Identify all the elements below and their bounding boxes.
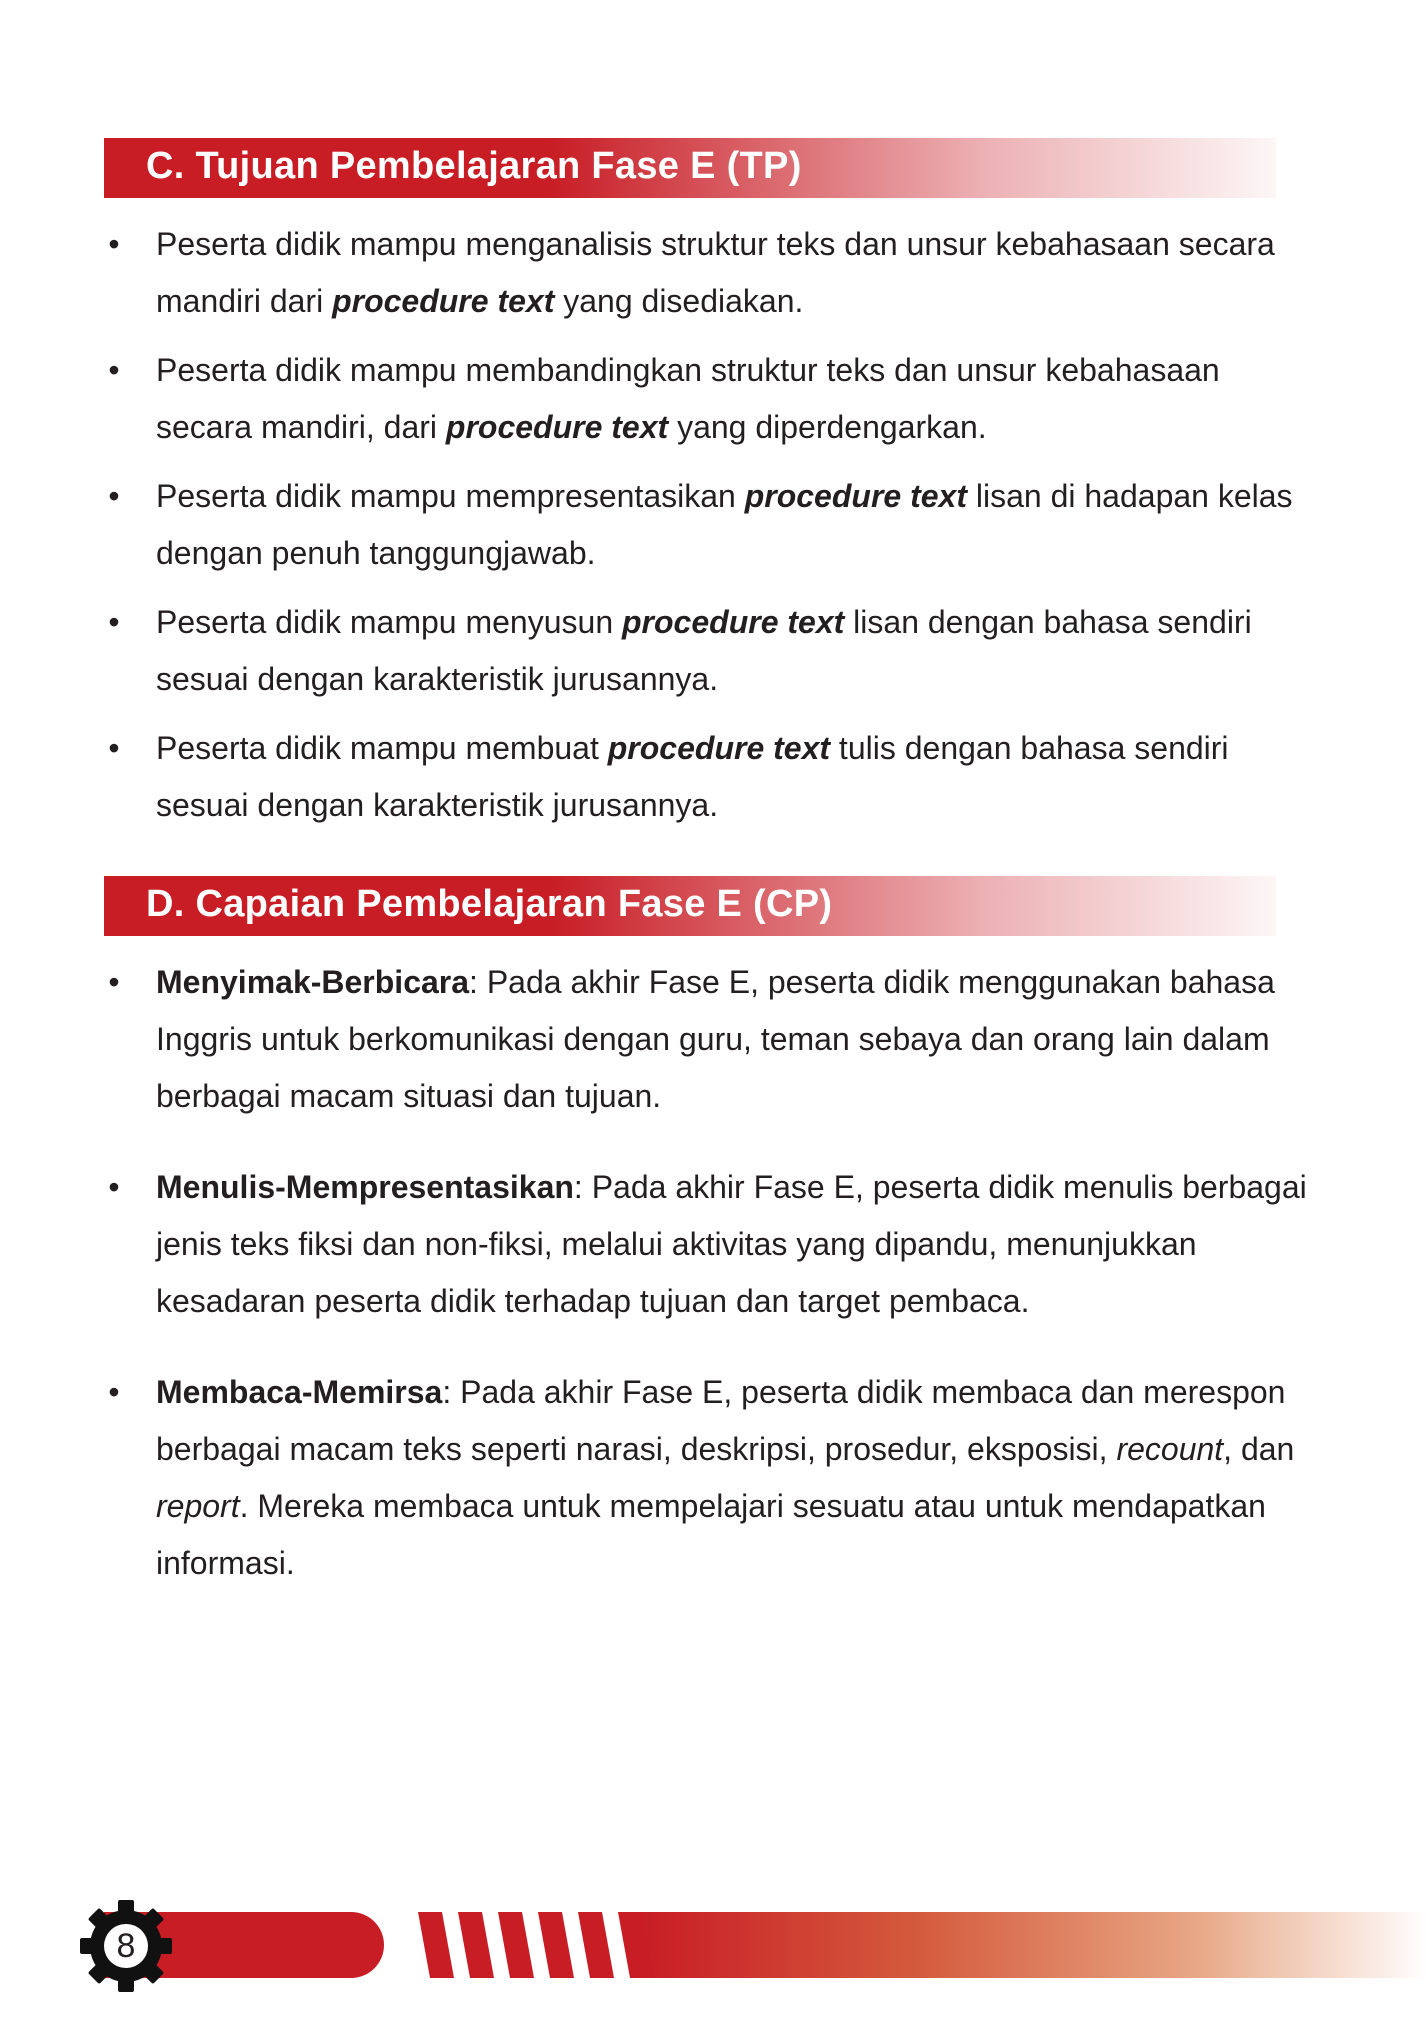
list-item: • Menyimak-Berbicara: Pada akhir Fase E, peserta didik menggunakan bahasa Inggris untuk berkomunikasi dengan guru, teman sebaya dan orang lain dalam berbagai macam situasi dan tujuan. bbox=[104, 954, 1324, 1125]
bullet: • bbox=[108, 1374, 120, 1410]
page-number: 8 bbox=[116, 1927, 136, 1965]
bullet: • bbox=[108, 352, 120, 388]
section-d-list bbox=[104, 954, 1324, 1626]
page-footer bbox=[0, 1890, 1428, 2010]
page-number-gear bbox=[78, 1898, 174, 1994]
footer-gradient-bar bbox=[640, 1912, 1428, 1978]
section-c-header bbox=[104, 138, 1276, 198]
bullet: • bbox=[108, 1169, 120, 1205]
list-item: • Peserta didik mampu menganalisis struktur teks dan unsur kebahasaan secara mandiri dari procedure text yang disediakan. bbox=[104, 216, 1324, 330]
list-item: • Peserta didik mampu menyusun procedure text lisan dengan bahasa sendiri sesuai dengan karakteristik jurusannya. bbox=[104, 594, 1324, 708]
list-item: • Membaca-Memirsa: Pada akhir Fase E, peserta didik membaca dan merespon berbagai macam teks seperti narasi, deskripsi, prosedur, eksposisi, recount, dan report. Mereka membaca untuk mempelajari sesuatu atau untuk mendapatkan informasi. bbox=[104, 1364, 1324, 1592]
list-item: • Peserta didik mampu membandingkan struktur teks dan unsur kebahasaan secara mandiri, dari procedure text yang diperdengarkan. bbox=[104, 342, 1324, 456]
section-c-list bbox=[104, 216, 1324, 846]
section-d-header bbox=[104, 876, 1276, 936]
bullet: • bbox=[108, 964, 120, 1000]
section-d-title: D. Capaian Pembelajaran Fase E (CP) bbox=[146, 883, 833, 925]
bullet: • bbox=[108, 604, 120, 640]
bullet: • bbox=[108, 730, 120, 766]
list-item: • Peserta didik mampu membuat procedure text tulis dengan bahasa sendiri sesuai dengan karakteristik jurusannya. bbox=[104, 720, 1324, 834]
list-item: • Menulis-Mempresentasikan: Pada akhir Fase E, peserta didik menulis berbagai jenis teks fiksi dan non-fiksi, melalui aktivitas yang dipandu, menunjukkan kesadaran peserta didik terhadap tujuan dan target pembaca. bbox=[104, 1159, 1324, 1330]
bullet: • bbox=[108, 226, 120, 262]
bullet: • bbox=[108, 478, 120, 514]
footer-stripes bbox=[418, 1912, 658, 1978]
list-item: • Peserta didik mampu mempresentasikan procedure text lisan di hadapan kelas dengan penuh tanggungjawab. bbox=[104, 468, 1324, 582]
section-c-title: C. Tujuan Pembelajaran Fase E (TP) bbox=[146, 145, 802, 187]
